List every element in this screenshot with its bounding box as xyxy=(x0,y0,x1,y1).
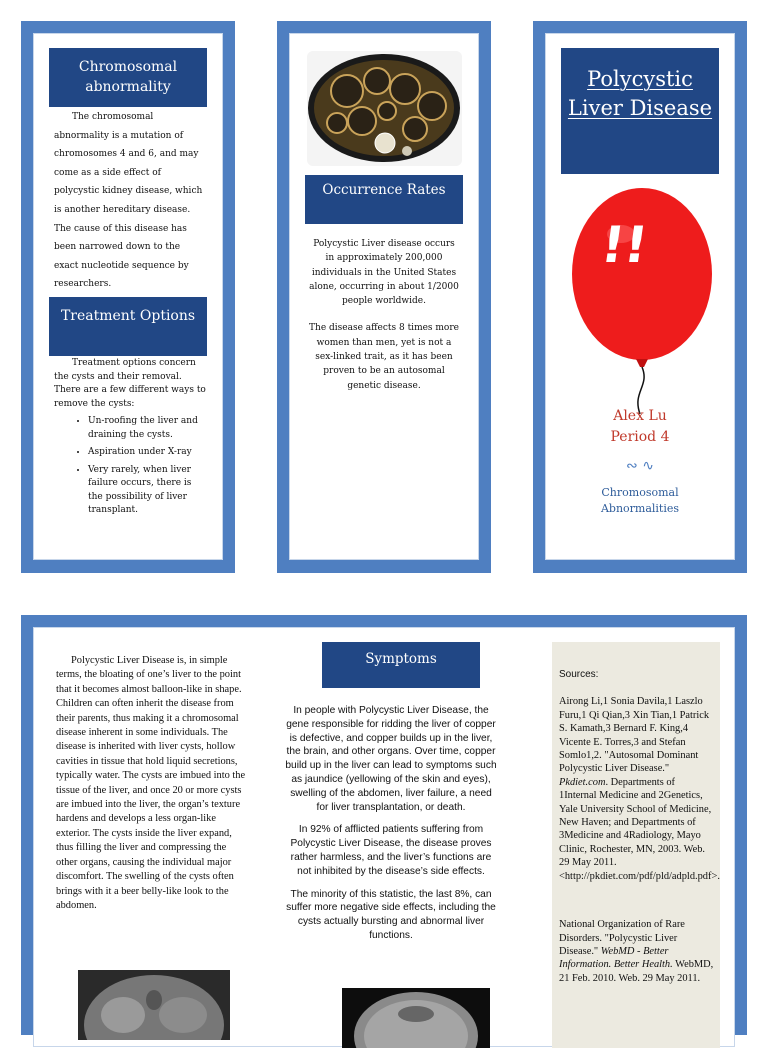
treatment-option: • Very rarely, when liver failure occurs, there is the possibility of liver transplant. xyxy=(88,464,206,518)
symptoms-p1: In people with Polycystic Liver Disease, the gene responsible for ridding the liver of copper is defective, and copper builds up in the liver, the brain, and other organs. Over time, copper build up in the liver can lead to symptoms such as jaundice (yellowing of the skin and eyes), swelling of the abdomen, liver failure, a need for liver transplantation, or death. xyxy=(285,705,497,813)
cover-author xyxy=(561,406,719,448)
ornament-flourish: ∾ ∿ xyxy=(626,458,654,474)
ct-scan-graphic xyxy=(342,988,490,1048)
svg-text:!!: !! xyxy=(597,215,652,274)
occurrence-p2: The disease affects 8 times more women than men, yet is not a sex-linked trait, as it has been proven to be an autosomal genetic disease. xyxy=(309,323,459,391)
treatment-options-list xyxy=(54,415,206,518)
source-site: Pkdiet.com xyxy=(559,776,606,788)
author-name: Alex Lu xyxy=(613,408,667,424)
balloon-illustration xyxy=(566,186,718,416)
panel-occurrence xyxy=(277,21,491,573)
treatment-option: • Un-roofing the liver and draining the cysts. xyxy=(88,415,206,442)
symptoms-p3: The minority of this statistic, the last 8%, can suffer more negative side effects, including the cysts actually bursting and abnormal liver functions. xyxy=(286,888,496,941)
treatment-heading xyxy=(49,297,207,356)
treatment-intro: Treatment options concern the cysts and their removal. There are a few different ways to remove the cysts: xyxy=(54,358,206,409)
cover-title-box xyxy=(561,48,719,174)
chromosomal-heading-text: Chromosomal abnormality xyxy=(78,59,178,95)
intro-body: Polycystic Liver Disease is, in simple terms, the bloating of one’s liver to the point that it becomes almost balloon-like in shape. Children can often inherit the disease from their parents, thus making it a chromosomal disease inherent in some individuals. The disease is inherited with liver cysts, hollow cavities in tissue that hold liquid secretions, typically water. The cysts are imbued into the tissue of the liver, and once 20 or more cysts are imbued into the liver, the organ’s texture hardens and develops a less organ-like exterior. The cysts inside the liver expand, thus filling the liver and compressing the other organs, causing the individual major discomfort. The swelling of the cysts often brings with it a beer belly-like look to the abdomen. xyxy=(56,655,246,911)
symptoms-heading xyxy=(322,642,480,688)
liver-ct-graphic xyxy=(307,51,462,166)
panel-inside xyxy=(21,615,747,1035)
treatment-option: • Aspiration under X-ray xyxy=(88,446,206,460)
cover-title: Polycystic Liver Disease xyxy=(567,67,713,120)
source-entry: Airong Li,1 Sonia Davila,1 Laszlo Furu,1 Qi Qian,3 Xin Tian,1 Patrick S. Kamath,3 Bernard F. King,4 Vicente E. Torres,3 and Stefan Somlo1,2. "Autosomal Dominant Polycystic Liver Disease." Pkdiet.com. Departments of 1Internal Medicine and 2Genetics, Yale University School of Medicine, New Haven; and Departments of 3Medicine and 4Radiology, Mayo Clinic, Rochester, MN, 2003. Web. 29 May 2011. <http://pkdiet.com/pdf/pld/adpld.pdf>. xyxy=(559,696,720,882)
symptoms-body xyxy=(284,704,498,966)
occurrence-p1: Polycystic Liver disease occurs in approximately 200,000 individuals in the United States alone, occurring in about 1/2000 people worldwide. xyxy=(309,239,459,307)
sources-column xyxy=(552,642,720,1048)
sources-heading: Sources: xyxy=(559,669,599,680)
occurrence-heading xyxy=(305,175,463,224)
panel-chromosomal-treatment xyxy=(21,21,235,573)
author-period: Period 4 xyxy=(610,429,670,445)
panel-inner xyxy=(289,33,479,560)
sources-body xyxy=(559,668,720,985)
treatment-heading-text: Treatment Options xyxy=(60,308,196,324)
panel-cover xyxy=(533,21,747,573)
panel-inside-inner xyxy=(33,627,735,1047)
ct-scan-image-center xyxy=(342,988,490,1048)
chromosomal-heading xyxy=(49,48,207,107)
chromosomal-body: The chromosomal abnormality is a mutation of chromosomes 4 and 6, and may come as a side effect of polycystic kidney disease, which is another hereditary disease. The cause of this disease has been narrowed down to the exact nucleotide sequence by researchers. xyxy=(54,112,203,290)
symptoms-p2: In 92% of afflicted patients suffering from Polycystic Liver Disease, the disease proves rather harmless, and the liver’s functions are not inhibited by the disease’s side effects. xyxy=(290,824,492,877)
treatment-body xyxy=(54,357,206,522)
ct-scan-image-left xyxy=(78,970,230,1040)
ct-scan-graphic xyxy=(78,970,230,1040)
cover-subject: Chromosomal Abnormalities xyxy=(600,486,680,515)
occurrence-body xyxy=(308,237,460,393)
symptoms-heading-text: Symptoms xyxy=(365,651,437,667)
occurrence-heading-text: Occurrence Rates xyxy=(322,182,446,198)
source-entry: National Organization of Rare Disorders. "Polycystic Liver Disease." WebMD - Better Information. Better Health. WebMD, 21 Feb. 2010. Web. 29 May 2011. xyxy=(559,919,714,984)
liver-ct-image xyxy=(307,51,462,166)
panel-inner xyxy=(545,33,735,560)
panel-inner xyxy=(33,33,223,560)
source-site: WebMD - Better Information. Better Health. xyxy=(559,945,673,971)
